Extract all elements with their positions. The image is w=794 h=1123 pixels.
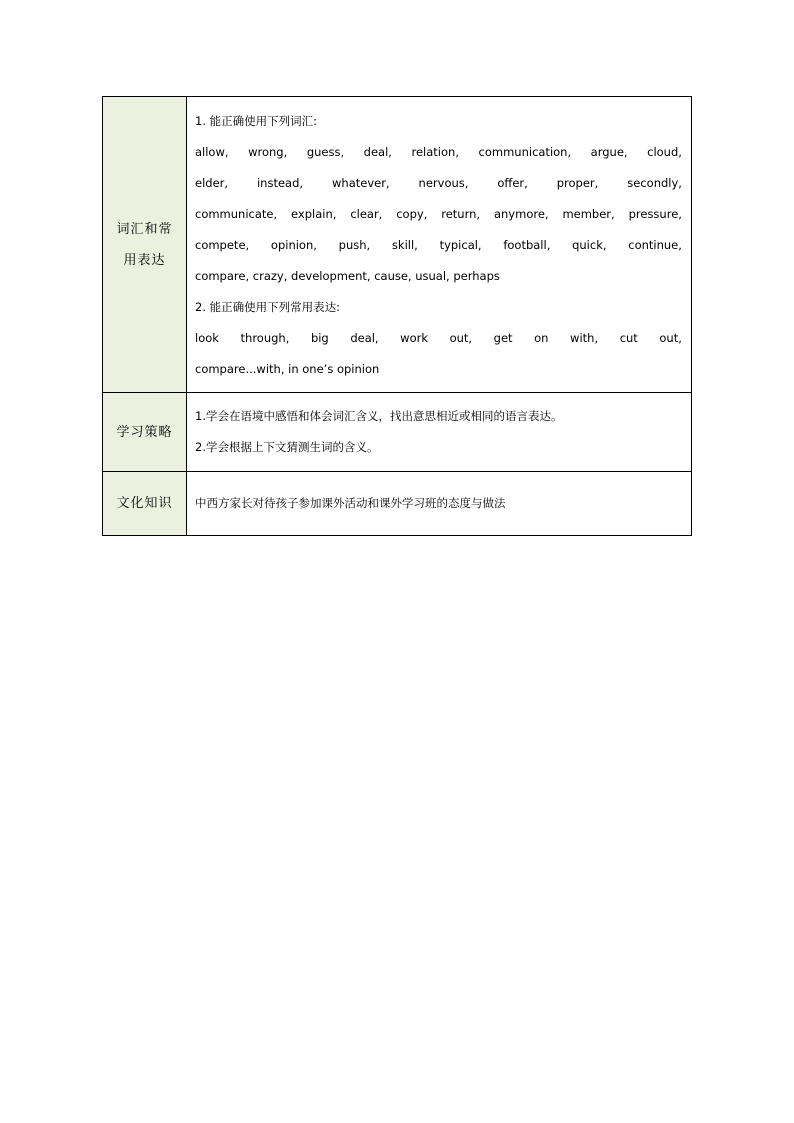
culture-header: 文化知识 (116, 496, 173, 511)
strategy-content-cell (187, 393, 692, 472)
vocab-word: nervous, (418, 176, 469, 190)
phrase-word: cut (619, 331, 638, 345)
vocab-word: elder, (195, 176, 229, 190)
culture-content-cell (187, 472, 692, 536)
objectives-table (102, 96, 692, 536)
vocab-word: instead, (256, 176, 304, 190)
vocab-word: football, (503, 238, 551, 252)
vocab-title-2: 2. 能正确使用下列常用表达: (195, 300, 341, 314)
vocab-word: deal, (363, 145, 392, 159)
vocab-word: return, (441, 207, 481, 221)
vocab-word: continue, (628, 238, 682, 252)
vocab-word: anymore, (493, 207, 549, 221)
phrase-word: big (310, 331, 329, 345)
vocab-word: relation, (411, 145, 459, 159)
vocab-word: quick, (572, 238, 607, 252)
phrase-word: out, (659, 331, 682, 345)
strategy-header-cell (103, 393, 187, 472)
culture-row (103, 472, 692, 536)
vocab-word: copy, (396, 207, 428, 221)
vocab-word: secondly, (627, 176, 682, 190)
vocab-word: cloud, (647, 145, 682, 159)
strategy-header: 学习策略 (116, 424, 173, 440)
vocab-word: communicate, (195, 207, 278, 221)
phrase-word: with, (570, 331, 599, 345)
strategy-row (103, 393, 692, 472)
vocab-word: clear, (350, 207, 383, 221)
vocab-word: opinion, (270, 238, 317, 252)
vocab-word: skill, (391, 238, 418, 252)
word-line (195, 199, 682, 230)
vocab-word: explain, (291, 207, 337, 221)
vocab-word: guess, (306, 145, 345, 159)
phrase-word: get (493, 331, 513, 345)
vocab-word: compete, (195, 238, 250, 252)
culture-header-cell (103, 472, 187, 536)
strategy-line-2: 2.学会根据上下文猜测生词的含义。 (195, 440, 379, 454)
phrase-word: on (534, 331, 549, 345)
vocab-word: proper, (556, 176, 599, 190)
phrase-line-2: compare...with, in one’s opinion (195, 362, 380, 376)
vocab-content-cell (187, 97, 692, 393)
word-list (195, 137, 682, 261)
vocab-word: whatever, (332, 176, 390, 190)
vocab-word: allow, (195, 145, 229, 159)
vocab-word: typical, (439, 238, 482, 252)
word-line (195, 230, 682, 261)
vocab-word: wrong, (248, 145, 288, 159)
phrase-word: deal, (350, 331, 379, 345)
vocab-word: communication, (478, 145, 572, 159)
strategy-line-1: 1.学会在语境中感悟和体会词汇含义，找出意思相近或相同的语言表达。 (195, 409, 563, 423)
vocab-word: pressure, (628, 207, 682, 221)
word-line (195, 137, 682, 168)
vocab-word: member, (562, 207, 615, 221)
vocab-word: offer, (497, 176, 528, 190)
phrase-word: look (195, 331, 219, 345)
vocab-row (103, 97, 692, 393)
phrase-word: work (400, 331, 429, 345)
vocab-header: 词汇和常用表达 (116, 221, 173, 268)
phrase-line-1 (195, 323, 682, 354)
word-line-last: compare, crazy, development, cause, usual, perhaps (195, 269, 500, 283)
vocab-word: argue, (590, 145, 628, 159)
word-line (195, 168, 682, 199)
phrase-word: out, (449, 331, 473, 345)
vocab-header-cell (103, 97, 187, 393)
culture-line-1: 中西方家长对待孩子参加课外活动和课外学习班的态度与做法 (195, 496, 506, 510)
phrase-word: through, (240, 331, 290, 345)
vocab-title-1: 1. 能正确使用下列词汇: (195, 114, 318, 128)
vocab-word: push, (338, 238, 371, 252)
